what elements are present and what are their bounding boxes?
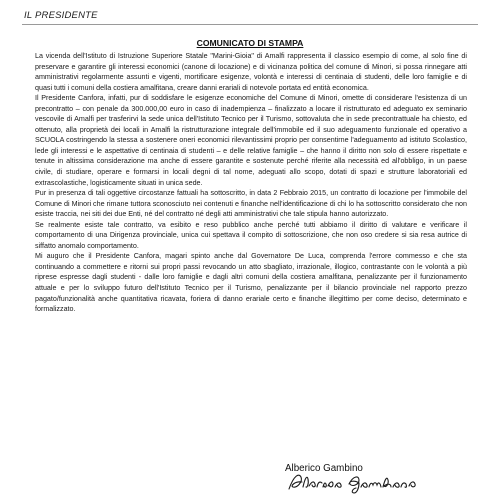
handwritten-signature bbox=[285, 469, 425, 495]
document-body bbox=[35, 51, 467, 315]
header-label: IL PRESIDENTE bbox=[24, 10, 98, 21]
document-title: COMUNICATO DI STAMPA bbox=[196, 38, 304, 48]
body-paragraph: Il Presidente Canfora, infatti, pur di soddisfare le esigenze economiche del Comune di Minori, omette di considerare l'esistenza di un precontratto – con penale da 300.000,00 euro in caso di inadempienza – finalizzato a locare il ristrutturato ed adeguato ex seminario vescovile di Amalfi per trasferirvi la sede unica dell'Istituto Tecnico per il Turismo, sottovaluta che in sede precontrattuale ha chiesto, ed ottenuto, alla proprietà dei locali in Amalfi la ristrutturazione integrale dell'immobile ed il suo adeguamento funzionale ed operativo a SCUOLA costringendo la stessa a sostenere oneri economici rilevantissimi proprio per consentirne l'adeguamento ad istituto Scolastico, lede gli interessi e le aspettative di centinaia di studenti – e delle relative famiglie – che hanno il diritto non solo di essere rispettate e tenute in altissima considerazione ma anche di essere garantite e sostenute perché riferite alla necessità ed all'obbligo, in un paese civile, di studiare, operare e formarsi in locali degni di tal nome, adeguati allo scopo, dotati di spazi e strutture laboratoriali ed extrascolastiche, logisticamente situati in unica sede. bbox=[35, 94, 467, 187]
header-divider bbox=[22, 24, 478, 25]
body-paragraph: La vicenda dell'Istituto di Istruzione Superiore Statale "Marini-Gioia" di Amalfi rappresenta il classico esempio di come, al solo fine di preservare e garantire gli interessi economici (canone di locazione) e di vicinanza politica del comune di Minori, si possa rinnegare atti amministrativi regolarmente assunti e vigenti, mortificare esigenze, volontà e interessi di centinaia di studenti, delle loro famiglie e di quasi tutti i comuni della costiera amalfitana, creare danni erariali di notevole portata ed entità economica. bbox=[35, 52, 467, 92]
body-paragraph: Pur in presenza di tali oggettive circostanze fattuali ha sottoscritto, in data 2 Febbraio 2015, un contratto di locazione per l'immobile del Comune di Minori che rimane tuttora sconosciuto nei contenuti e finanche nell'identificazione di chi lo ha sottoscritto considerato che non esiste traccia, nei siti dei due Enti, né del contratto né degli atti amministrativi che tale stipula hanno autorizzato. bbox=[35, 189, 467, 219]
body-paragraph: Mi auguro che il Presidente Canfora, magari spinto anche dal Governatore De Luca, comprenda l'errore commesso e che sta continuando a commettere e ritorni sui propri passi revocando un atto sbagliato, irrazionale, illogico, contrastante con le volontà a più riprese espresse dagli studenti - dalle loro famiglie e dagli altri comuni della costiera amalfitana, penalizzante per il funzionamento attuale e per lo sviluppo futuro dell'Istituto Tecnico per il Turismo, penalizzante per il bilancio provinciale nel rapporto prezzo pagato/funzionalità anche quantitativa ricavata, foriera di danno erariale certo e finanche illegittimo per come deciso, determinato e formalizzato. bbox=[35, 252, 467, 314]
signature-name: Alberico Gambino bbox=[285, 463, 363, 474]
signature-block bbox=[285, 463, 425, 493]
body-paragraph: Se realmente esiste tale contratto, va esibito e reso pubblico anche perché tutti abbiamo il diritto di valutare e verificare il comportamento di una Dirigenza provinciale, unica cui spettava il compito di sottoscrizione, che non oso credere si sia resa autrice di siffatto anomalo comportamento. bbox=[35, 220, 467, 250]
